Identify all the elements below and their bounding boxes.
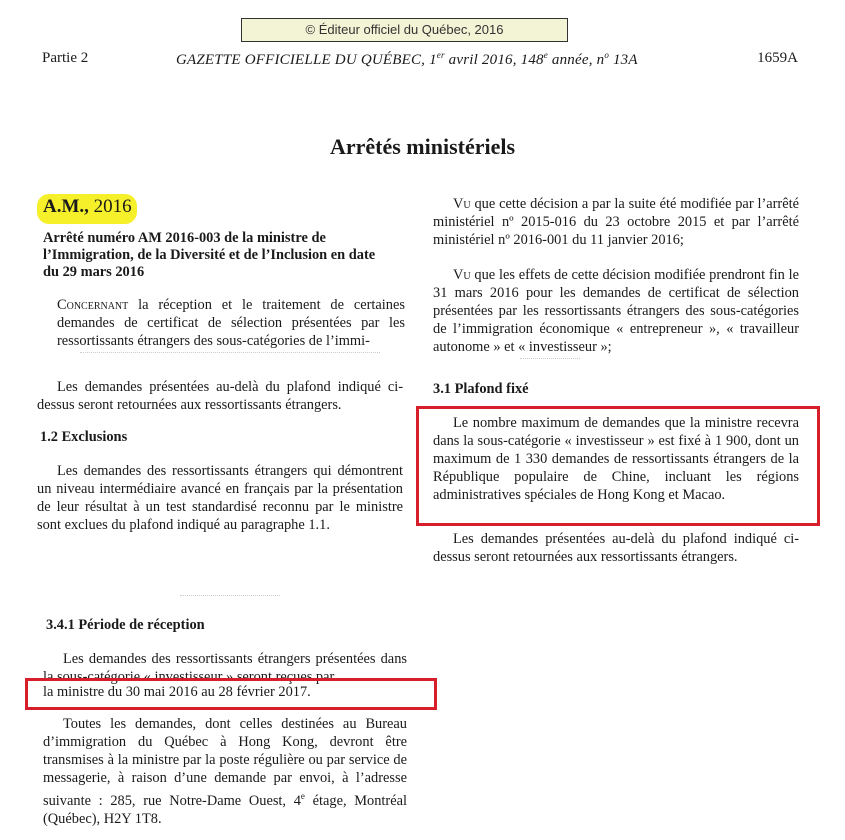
periode-paragraph: Les demandes des ressortissants étrangers présentées dans la sous-catégorie « investisseur » seront reçues par [43, 651, 407, 685]
concernant-paragraph: Concernant la réception et le traitement de certaines demandes de certificat de sélection présentées par les ressortissants étrangers des sous-catégories de l’immi- [57, 297, 405, 349]
am-heading: A.M., 2016 [43, 196, 132, 217]
decree-title: Arrêté numéro AM 2016-003 de la ministre de l’Immigration, de la Diversité et de l’Inclusion en date du 29 mars 2016 [43, 230, 376, 280]
toutes-paragraph: Toutes les demandes, dont celles destinées au Bureau d’immigration du Québec à Hong Kong, devront être transmises à la ministre par la poste régulière ou par service de messagerie, à raison d’une demande par envoi, à l’adresse suivante : 285, rue Notre-Dame Ouest, 4e étage, Montréal (Québec), H2Y 1T8. [43, 716, 407, 827]
plafond-paragraph: Le nombre maximum de demandes que la ministre recevra dans la sous-catégorie « investisseur » est fixé à 1 900, dont un maximum de 1 330 demandes de ressortissants étrangers de la République populaire de Chine, incluant les régions administratives spéciales de Hong Kong et Macao. [433, 415, 799, 503]
copyright-banner: © Éditeur officiel du Québec, 2016 [241, 18, 568, 42]
heading-exclusions: 1.2 Exclusions [40, 429, 128, 445]
exclusions-paragraph: Les demandes des ressortissants étrangers qui démontrent un niveau intermédiaire avancé en français par la présentation de leur résultat à un test standardisé reconnu par le ministre sont exclues du plafond indiqué au paragraphe 1.1. [37, 463, 403, 533]
cut-edge [80, 352, 380, 356]
header-page-number: 1659A [757, 50, 798, 66]
header-gazette-title: GAZETTE OFFICIELLE DU QUÉBEC, 1er avril 2016, 148e année, $n^o$ 13A [176, 50, 638, 68]
cut-edge-2 [180, 595, 280, 599]
vu-paragraph-2: Vu que les effets de cette décision modifiée prendront fin le 31 mars 2016 pour les demandes de certificat de sélection présentées par les ressortissants étrangers des sous-catégories de l’immigration économique « entrepreneur », « travailleur autonome » et « investisseur »; [433, 267, 799, 355]
periode-dates: la ministre du 30 mai 2016 au 28 février 2017. [43, 684, 311, 700]
left-returned-paragraph: Les demandes présentées au-delà du plafond indiqué ci-dessus seront retournées aux ressortissants étrangers. [37, 379, 403, 413]
section-title: Arrêtés ministériels [329, 134, 516, 159]
vu-paragraph-1: Vu que cette décision a par la suite été modifiée par l’arrêté ministériel nº 2015-016 du 23 octobre 2015 et par l’arrêté ministériel nº 2016-001 du 11 janvier 2016; [433, 196, 799, 248]
heading-plafond: 3.1 Plafond fixé [433, 381, 529, 397]
header-part: Partie 2 [42, 50, 89, 66]
heading-periode: 3.4.1 Période de réception [46, 617, 205, 633]
right-returned-paragraph: Les demandes présentées au-delà du plafond indiqué ci-dessus seront retournées aux ressortissants étrangers. [433, 531, 799, 565]
cut-edge-3 [520, 358, 580, 362]
